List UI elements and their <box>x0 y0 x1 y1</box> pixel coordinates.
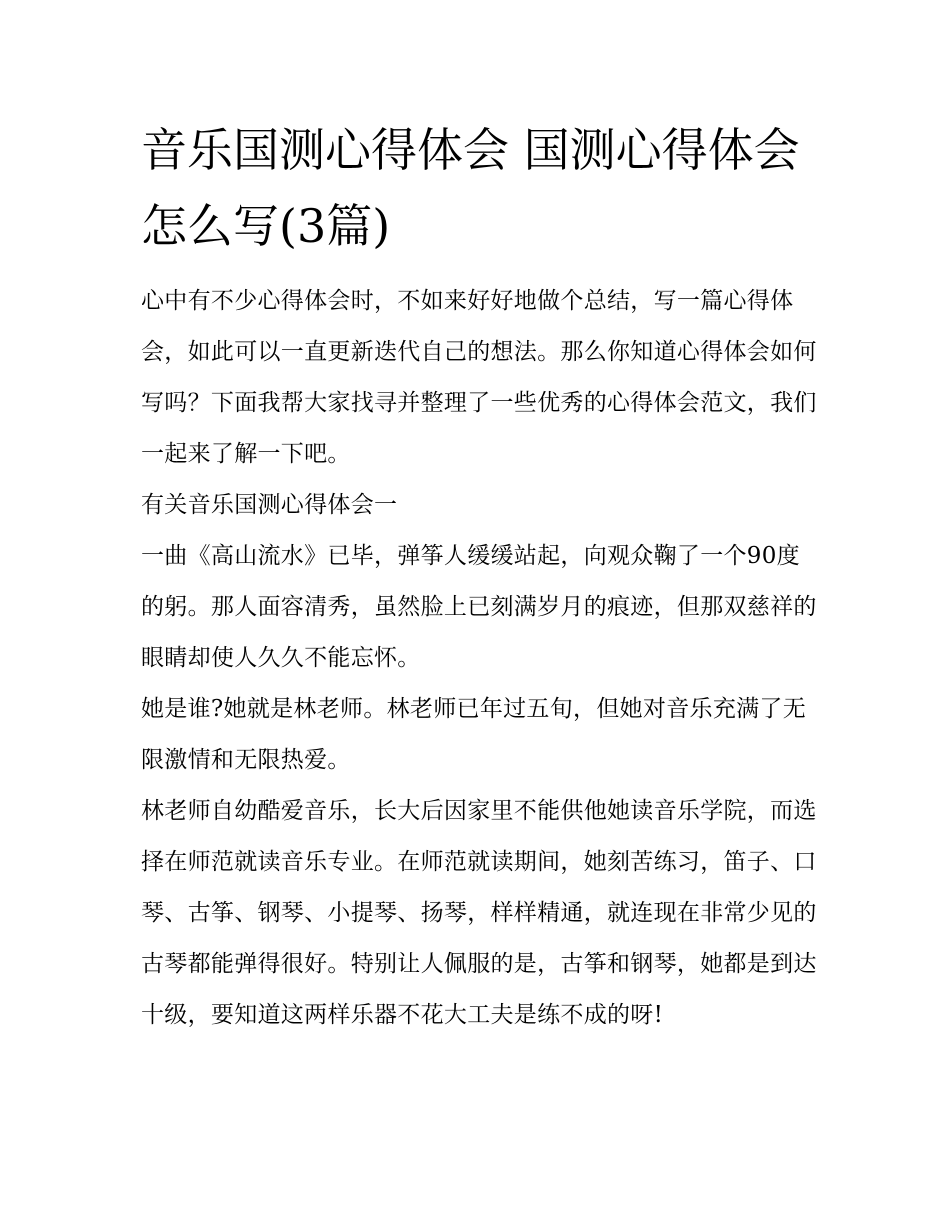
document-title: 音乐国测心得体会 国测心得体会怎么写(3篇) <box>141 123 800 253</box>
document-body <box>141 276 821 1041</box>
paragraph: 她是谁?她就是林老师。林老师已年过五旬，但她对音乐充满了无限激情和无限热爱。 <box>141 696 807 773</box>
paragraph-intro: 心中有不少心得体会时，不如来好好地做个总结，写一篇心得体会，如此可以一直更新迭代自己的想法。那么你知道心得体会如何写吗？下面我帮大家找寻并整理了一些优秀的心得体会范文，我们一起来了解一下吧。 <box>141 288 817 467</box>
paragraph: 一曲《高山流水》已毕，弹筝人缓缓站起，向观众鞠了一个90度的躬。那人面容清秀，虽然脸上已刻满岁月的痕迹，但那双慈祥的眼睛却使人久久不能忘怀。 <box>141 543 817 671</box>
paragraph: 林老师自幼酷爱音乐，长大后因家里不能供他她读音乐学院，而选择在师范就读音乐专业。在师范就读期间，她刻苦练习，笛子、口琴、古筝、钢琴、小提琴、扬琴，样样精通，就连现在非常少见的古琴都能弹得很好。特别让人佩服的是，古筝和钢琴，她都是到达十级，要知道这两样乐器不花大工夫是练不成的呀! <box>141 798 817 1028</box>
section-heading: 有关音乐国测心得体会一 <box>141 492 398 518</box>
document-content <box>141 112 821 1041</box>
